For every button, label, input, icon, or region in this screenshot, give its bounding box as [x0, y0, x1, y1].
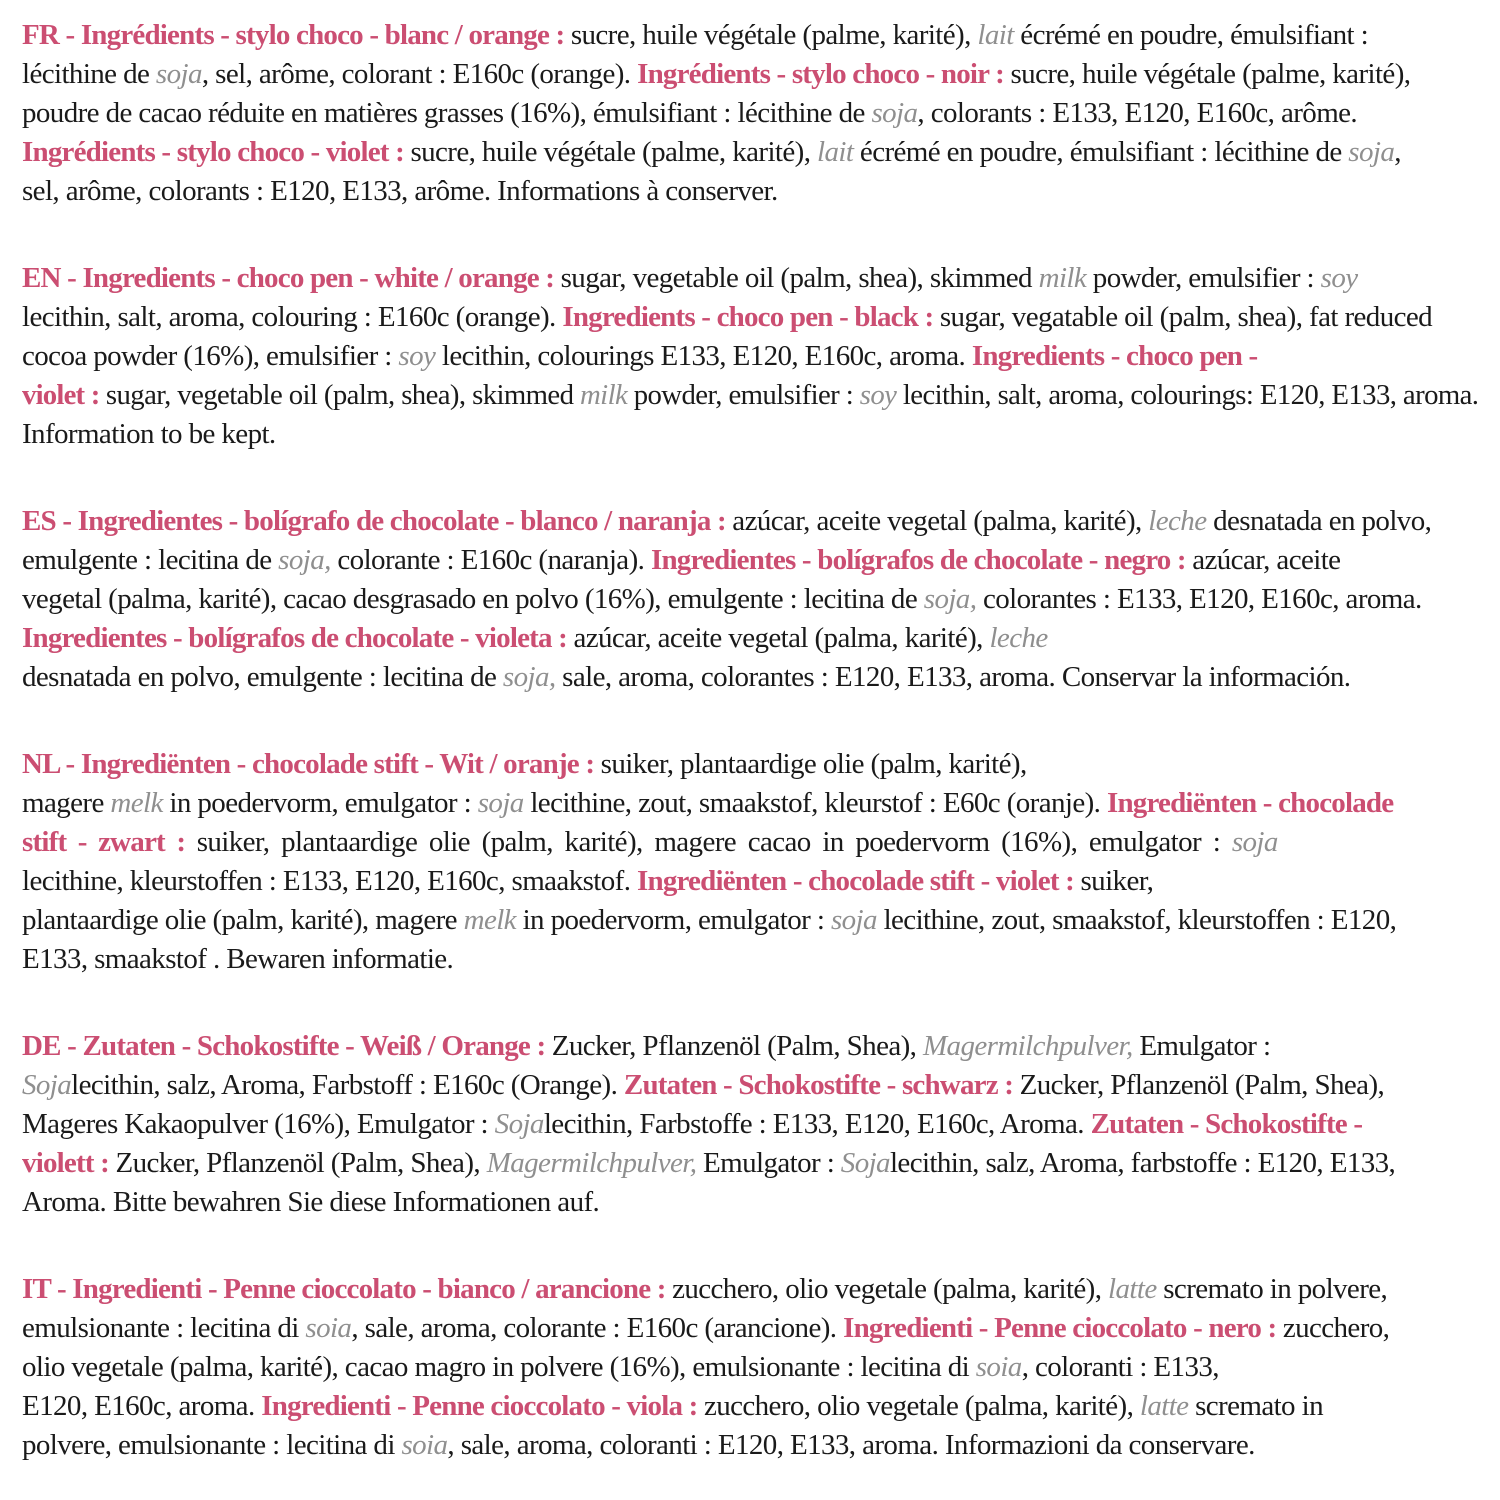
text-line [22, 376, 1479, 415]
ingredient-text: écrémé en poudre, émulsifiant : lécithine de [853, 136, 1349, 168]
ingredient-text: Emulgator : [1132, 1030, 1271, 1062]
text-line [22, 1348, 1478, 1387]
allergen-word: leche [1148, 505, 1207, 537]
section-heading: EN - Ingredients - choco pen - white / orange : [22, 262, 561, 294]
ingredient-text: sucre, huile végétale (palme, karité), [410, 136, 817, 168]
section-heading: Ingredients - choco pen - black : [562, 301, 940, 333]
ingredient-text: E133, smaakstof . Bewaren informatie. [22, 943, 454, 975]
section-heading: Ingrédients - stylo choco - noir : [637, 58, 1011, 90]
text-line [22, 658, 1478, 697]
ingredient-text: powder, emulsifier : [627, 379, 860, 411]
allergen-word: Soja [840, 1147, 890, 1179]
text-line [22, 16, 1478, 55]
ingredient-text: vegetal (palma, karité), cacao desgrasado en polvo (16%), emulgente : lecitina de [22, 583, 924, 615]
text-line [22, 784, 1478, 823]
allergen-word: leche [989, 622, 1048, 654]
ingredient-text: scremato in polvere, [1156, 1273, 1388, 1305]
ingredient-text: Information to be kept. [22, 418, 276, 450]
allergen-word: melk [463, 904, 516, 936]
ingredient-text: emulgente : lecitina de [22, 544, 279, 576]
ingredient-text: magere [22, 787, 111, 819]
allergen-word: soja, [923, 583, 977, 615]
text-line [22, 1105, 1478, 1144]
text-line [22, 94, 1478, 133]
ingredient-section-it [22, 1270, 1478, 1465]
text-line [22, 259, 1478, 298]
ingredient-text: suiker, plantaardige olie (palm, karité), [600, 748, 1027, 780]
ingredient-text: , sale, aroma, coloranti : E120, E133, aroma. Informazioni da conservare. [447, 1429, 1255, 1461]
text-line [22, 172, 1478, 211]
ingredient-text: cocoa powder (16%), emulsifier : [22, 340, 399, 372]
ingredient-text: écrémé en poudre, émulsifiant : [1013, 19, 1369, 51]
ingredient-text: polvere, emulsionante : lecitina di [22, 1429, 402, 1461]
ingredient-text: suiker, [1080, 865, 1154, 897]
text-line [22, 1144, 1478, 1183]
ingredient-text: Emulgator : [696, 1147, 841, 1179]
ingredient-text: lecithin, salz, Aroma, farbstoffe : E120, E133, [889, 1147, 1396, 1179]
allergen-word: lait [817, 136, 854, 168]
allergen-word: soja [1231, 826, 1278, 858]
text-line [22, 1309, 1478, 1348]
section-heading: Ingredientes - bolígrafos de chocolate - negro : [650, 544, 1193, 576]
ingredient-text: powder, emulsifier : [1086, 262, 1321, 294]
allergen-word: Soja [22, 1069, 72, 1101]
ingredient-text: in poedervorm, emulgator : [515, 904, 831, 936]
text-line [22, 862, 1478, 901]
ingredient-text: olio vegetale (palma, karité), cacao magro in polvere (16%), emulsionante : lecitina di [22, 1351, 976, 1383]
ingredient-text: in poedervorm, emulgator : [162, 787, 478, 819]
section-heading: Ingredientes - bolígrafos de chocolate - violeta : [22, 622, 574, 654]
text-line [22, 55, 1478, 94]
ingredient-text: lecithine, kleurstoffen : E133, E120, E160c, smaakstof. [22, 865, 637, 897]
ingredient-text: scremato in [1188, 1390, 1323, 1422]
section-heading: Zutaten - Schokostifte - schwarz : [623, 1069, 1020, 1101]
allergen-word: Magermilchpulver, [923, 1030, 1133, 1062]
text-line [22, 298, 1478, 337]
section-heading: Ingredienti - Penne cioccolato - viola : [261, 1390, 704, 1422]
ingredient-text: , colorants : E133, E120, E160c, arôme. [917, 97, 1358, 129]
section-heading: IT - Ingredienti - Penne cioccolato - bianco / arancione : [22, 1273, 673, 1305]
ingredient-text: desnatada en polvo, emulgente : lecitina de [22, 661, 503, 693]
allergen-word: milk [1038, 262, 1087, 294]
text-line [22, 1183, 1478, 1222]
allergen-word: soja, [278, 544, 331, 576]
section-heading: Ingrediënten - chocolade [1106, 787, 1394, 819]
ingredient-section-nl [22, 745, 1478, 979]
ingredient-text: , sale, aroma, colorante : E160c (arancione). [351, 1312, 844, 1344]
ingredient-text: plantaardige olie (palm, karité), magere [22, 904, 464, 936]
ingredient-section-en [22, 259, 1478, 454]
section-heading: stift - zwart : [22, 826, 197, 858]
ingredient-text: poudre de cacao réduite en matières grasses (16%), émulsifiant : lécithine de [22, 97, 872, 129]
allergen-word: soy [859, 379, 897, 411]
ingredient-text: lécithine de [22, 58, 156, 90]
allergen-word: soja, [502, 661, 556, 693]
section-heading: NL - Ingrediënten - chocolade stift - Wit / oranje : [22, 748, 601, 780]
text-line [22, 1270, 1478, 1309]
ingredient-text: sale, aroma, colorantes : E120, E133, aroma. Conservar la información. [555, 661, 1351, 693]
text-line [22, 1426, 1478, 1465]
section-heading: Ingrédients - stylo choco - violet : [22, 136, 411, 168]
ingredient-text: sel, arôme, colorants : E120, E133, arôme. Informations à conserver. [22, 175, 778, 207]
ingredient-text: sugar, vegatable oil (palm, shea), fat reduced [939, 301, 1433, 333]
allergen-word: soja [155, 58, 202, 90]
ingredient-text: sucre, huile végétale (palme, karité), [570, 19, 978, 51]
allergen-word: soia [401, 1429, 448, 1461]
section-heading: DE - Zutaten - Schokostifte - Weiß / Orange : [22, 1030, 552, 1062]
text-line [22, 619, 1478, 658]
ingredient-text: lecithin, Farbstoffe : E133, E120, E160c, Aroma. [543, 1108, 1091, 1140]
text-line [22, 541, 1478, 580]
ingredient-text: Mageres Kakaopulver (16%), Emulgator : [22, 1108, 495, 1140]
ingredient-text: azúcar, aceite vegetal (palma, karité), [573, 622, 990, 654]
ingredient-text: lecithin, salt, aroma, colourings: E120, E133, aroma. [896, 379, 1479, 411]
text-line [22, 901, 1478, 940]
ingredient-text: azúcar, aceite vegetal (palma, karité), [732, 505, 1149, 537]
ingredient-text: lecithine, zout, smaakstof, kleurstof : E60c (oranje). [523, 787, 1107, 819]
text-line [22, 1387, 1478, 1426]
text-line [22, 745, 1478, 784]
section-heading: Ingrediënten - chocolade stift - violet : [637, 865, 1081, 897]
ingredient-section-fr [22, 16, 1478, 211]
ingredient-text: lecithin, colourings E133, E120, E160c, aroma. [435, 340, 972, 372]
allergen-word: soja [1348, 136, 1395, 168]
text-line [22, 940, 1478, 979]
ingredient-text: , coloranti : E133, [1021, 1351, 1219, 1383]
ingredient-text: Aroma. Bitte bewahren Sie diese Informationen auf. [22, 1186, 600, 1218]
section-heading: FR - Ingrédients - stylo choco - blanc / orange : [22, 19, 571, 51]
allergen-word: lait [977, 19, 1014, 51]
text-line [22, 502, 1478, 541]
text-line [22, 823, 1478, 862]
allergen-word: soja [871, 97, 918, 129]
ingredient-text: Zucker, Pflanzenöl (Palm, Shea), [1019, 1069, 1385, 1101]
text-line [22, 1066, 1478, 1105]
ingredient-text: , [1394, 136, 1401, 168]
allergen-word: melk [110, 787, 163, 819]
ingredient-section-de [22, 1027, 1478, 1222]
ingredient-text: Zucker, Pflanzenöl (Palm, Shea), [551, 1030, 923, 1062]
ingredient-text: E120, E160c, aroma. [22, 1390, 262, 1422]
allergen-word: milk [579, 379, 628, 411]
ingredient-text: Zucker, Pflanzenöl (Palm, Shea), [115, 1147, 487, 1179]
allergen-word: soy [398, 340, 436, 372]
allergen-word: latte [1108, 1273, 1157, 1305]
ingredient-text: lecithin, salt, aroma, colouring : E160c (orange). [22, 301, 563, 333]
allergen-word: soja [830, 904, 877, 936]
section-heading: violet : [22, 379, 106, 411]
ingredient-text: zucchero, [1282, 1312, 1390, 1344]
ingredient-text: colorante : E160c (naranja). [330, 544, 651, 576]
ingredient-text: azúcar, aceite [1192, 544, 1341, 576]
ingredient-text: , sel, arôme, colorant : E160c (orange). [201, 58, 638, 90]
ingredient-section-es [22, 502, 1478, 697]
text-line [22, 133, 1478, 172]
text-line [22, 415, 1478, 454]
allergen-word: latte [1139, 1390, 1189, 1422]
allergen-word: soia [975, 1351, 1022, 1383]
ingredient-text: sugar, vegetable oil (palm, shea), skimmed [105, 379, 580, 411]
ingredient-text: sucre, huile végétale (palme, karité), [1010, 58, 1411, 90]
section-heading: Ingredients - choco pen - [971, 340, 1258, 372]
ingredient-text: lecithine, zout, smaakstof, kleurstoffen : E120, [876, 904, 1397, 936]
ingredient-text: emulsionante : lecitina di [22, 1312, 306, 1344]
text-line [22, 337, 1478, 376]
text-line [22, 1027, 1478, 1066]
ingredient-text: colorantes : E133, E120, E160c, aroma. [976, 583, 1422, 615]
section-heading: Zutaten - Schokostifte - [1090, 1108, 1363, 1140]
section-heading: ES - Ingredientes - bolígrafo de chocolate - blanco / naranja : [22, 505, 733, 537]
ingredient-text: suiker, plantaardige olie (palm, karité), magere cacao in poedervorm (16%), emulgator : [196, 826, 1232, 858]
allergen-word: soja [477, 787, 524, 819]
allergen-word: soia [305, 1312, 352, 1344]
section-heading: violett : [22, 1147, 116, 1179]
text-line [22, 580, 1478, 619]
ingredient-text: lecithin, salz, Aroma, Farbstoff : E160c (Orange). [71, 1069, 624, 1101]
ingredient-text: zucchero, olio vegetale (palma, karité), [703, 1390, 1140, 1422]
section-heading: Ingredienti - Penne cioccolato - nero : [843, 1312, 1283, 1344]
allergen-word: Soja [494, 1108, 544, 1140]
ingredient-text: desnatada en polvo, [1206, 505, 1432, 537]
allergen-word: soy [1320, 262, 1358, 294]
ingredient-text: sugar, vegetable oil (palm, shea), skimmed [560, 262, 1039, 294]
allergen-word: Magermilchpulver, [486, 1147, 697, 1179]
ingredient-text: zucchero, olio vegetale (palma, karité), [672, 1273, 1109, 1305]
